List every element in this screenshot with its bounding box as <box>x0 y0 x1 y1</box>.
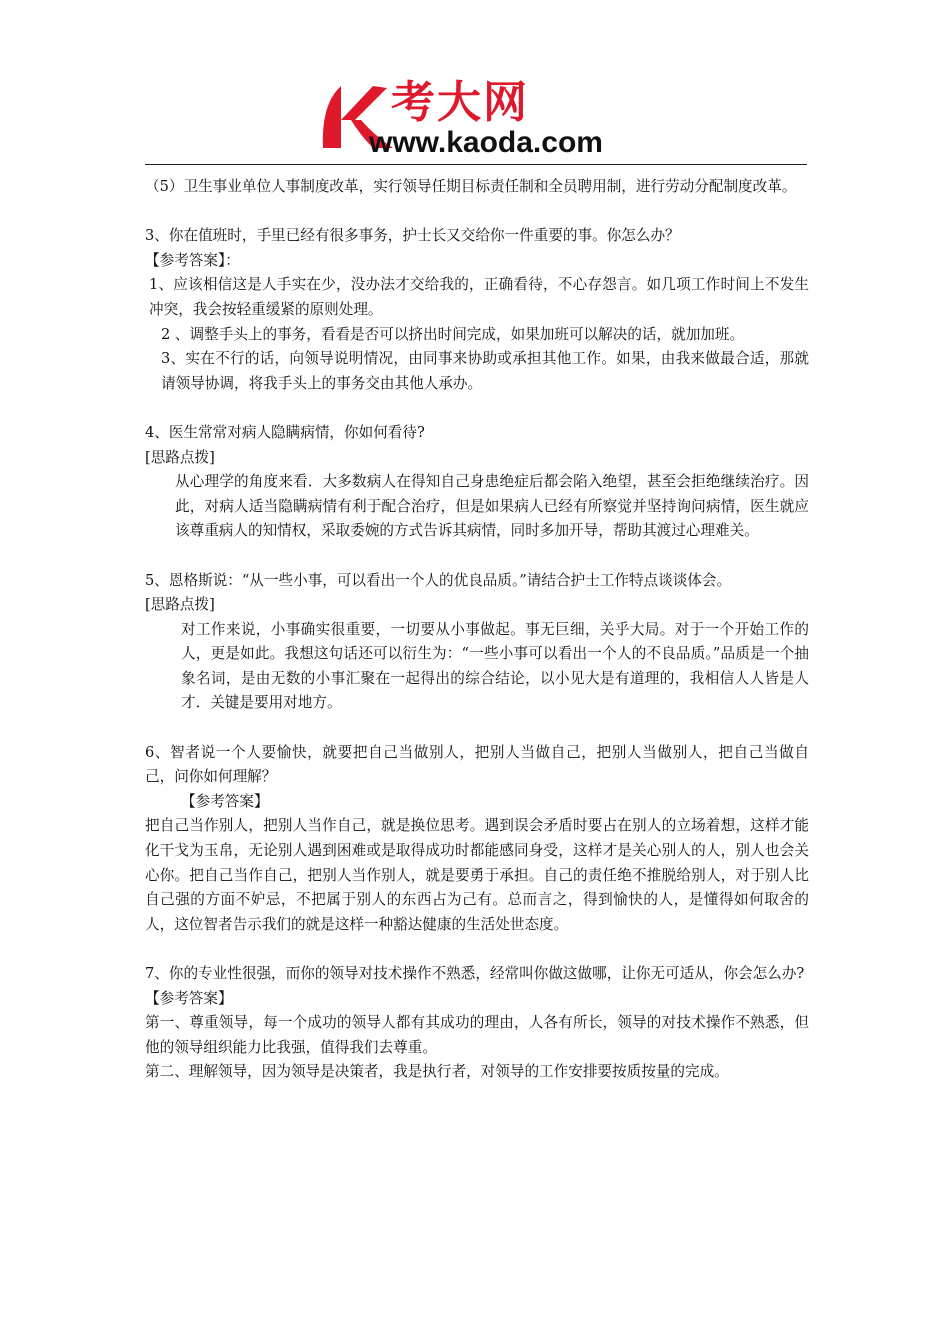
hint-label-5: [思路点拨] <box>145 596 215 614</box>
answer-4: 从心理学的角度来看．大多数病人在得知自己身患绝症后都会陷入绝望，甚至会拒绝继续治疗。因此，对病人适当隐瞒病情有利于配合治疗，但是如果病人已经有所察觉并坚持询问病情，医生就应该尊重病人的知情权，采取委婉的方式告诉其病情，同时多加开导，帮助其渡过心理难关。 <box>175 473 809 540</box>
answer-3-point-2: 2 、调整手头上的事务，看看是否可以挤出时间完成，如果加班可以解决的话，就加加班。 <box>161 325 745 343</box>
question-6: 6、智者说一个人要愉快，就要把自己当做别人，把别人当做自己，把别人当做别人，把自己当做自己，问你如何理解？ <box>145 743 809 786</box>
answer-6: 把自己当作别人，把别人当作自己，就是换位思考。遇到误会矛盾时要占在别人的立场着想，这样才能化干戈为玉帛，无论别人遇到困难或是取得成功时都能感同身受，这样才是关心别人的人，别人也会关心你。把自己当作自己，把别人当作别人，就是要勇于承担。自己的责任绝不推脱给别人，对于别人比自己强的方面不妒忌，不把属于别人的东西占为己有。总而言之，得到愉快的人，是懂得如何取舍的人，这位智者告示我们的就是这样一种豁达健康的生活处世态度。 <box>145 817 809 933</box>
question-4: 4、医生常常对病人隐瞒病情，你如何看待? <box>145 423 425 441</box>
kaoda-logo[interactable] <box>317 77 647 162</box>
answer-3-point-1: 1、应该相信这是人手实在少，没办法才交给我的，正确看待，不心存怨言。如几项工作时间上不发生冲突，我会按轻重缓紧的原则处理。 <box>149 276 809 318</box>
paragraph-reform: （5）卫生事业单位人事制度改革，实行领导任期目标责任制和全员聘用制，进行劳动分配制度改革。 <box>145 178 797 195</box>
hint-label-4: [思路点拨] <box>145 448 215 466</box>
answer-5: 对工作来说，小事确实很重要，一切要从小事做起。事无巨细，关乎大局。对于一个开始工作的人，更是如此。我想这句话还可以衍生为：“一些小事可以看出一个人的不良品质。”品质是一个抽象名词，是由无数的小事汇聚在一起得出的综合结论，以小见大是有道理的，我相信人人皆是人才．关键是要用对地方。 <box>181 620 809 712</box>
logo-title: 考大网 <box>391 77 529 128</box>
page-header <box>145 77 807 166</box>
question-5: 5、恩格斯说：“从一些小事，可以看出一个人的优良品质。”请结合护士工作特点谈谈体会。 <box>145 571 732 589</box>
header-divider <box>145 164 807 165</box>
answer-3-point-3: 3、实在不行的话，向领导说明情况，由同事来协助或承担其他工作。如果，由我来做最合适，那就请领导协调，将我手头上的事务交由其他人承办。 <box>161 350 809 392</box>
question-7: 7、你的专业性很强，而你的领导对技术操作不熟悉，经常叫你做这做哪，让你无可适从，你会怎么办? <box>145 965 805 982</box>
logo-url: www.kaoda.com <box>369 126 603 159</box>
answer-7-point-2: 第二、理解领导，因为领导是决策者，我是执行者，对领导的工作安排要按质按量的完成。 <box>145 1063 729 1081</box>
answer-7-point-1: 第一、尊重领导，每一个成功的领导人都有其成功的理由，人各有所长，领导的对技术操作不熟悉，但他的领导组织能力比我强，值得我们去尊重。 <box>145 1014 809 1056</box>
answer-label-3: 【参考答案】： <box>145 251 240 269</box>
answer-label-6: 【参考答案】 <box>181 792 269 810</box>
answer-label-7: 【参考答案】 <box>145 989 233 1007</box>
question-3: 3、你在值班时，手里已经有很多事务，护士长又交给你一件重要的事。你怎么办？ <box>145 227 680 245</box>
document-body <box>145 175 809 1085</box>
